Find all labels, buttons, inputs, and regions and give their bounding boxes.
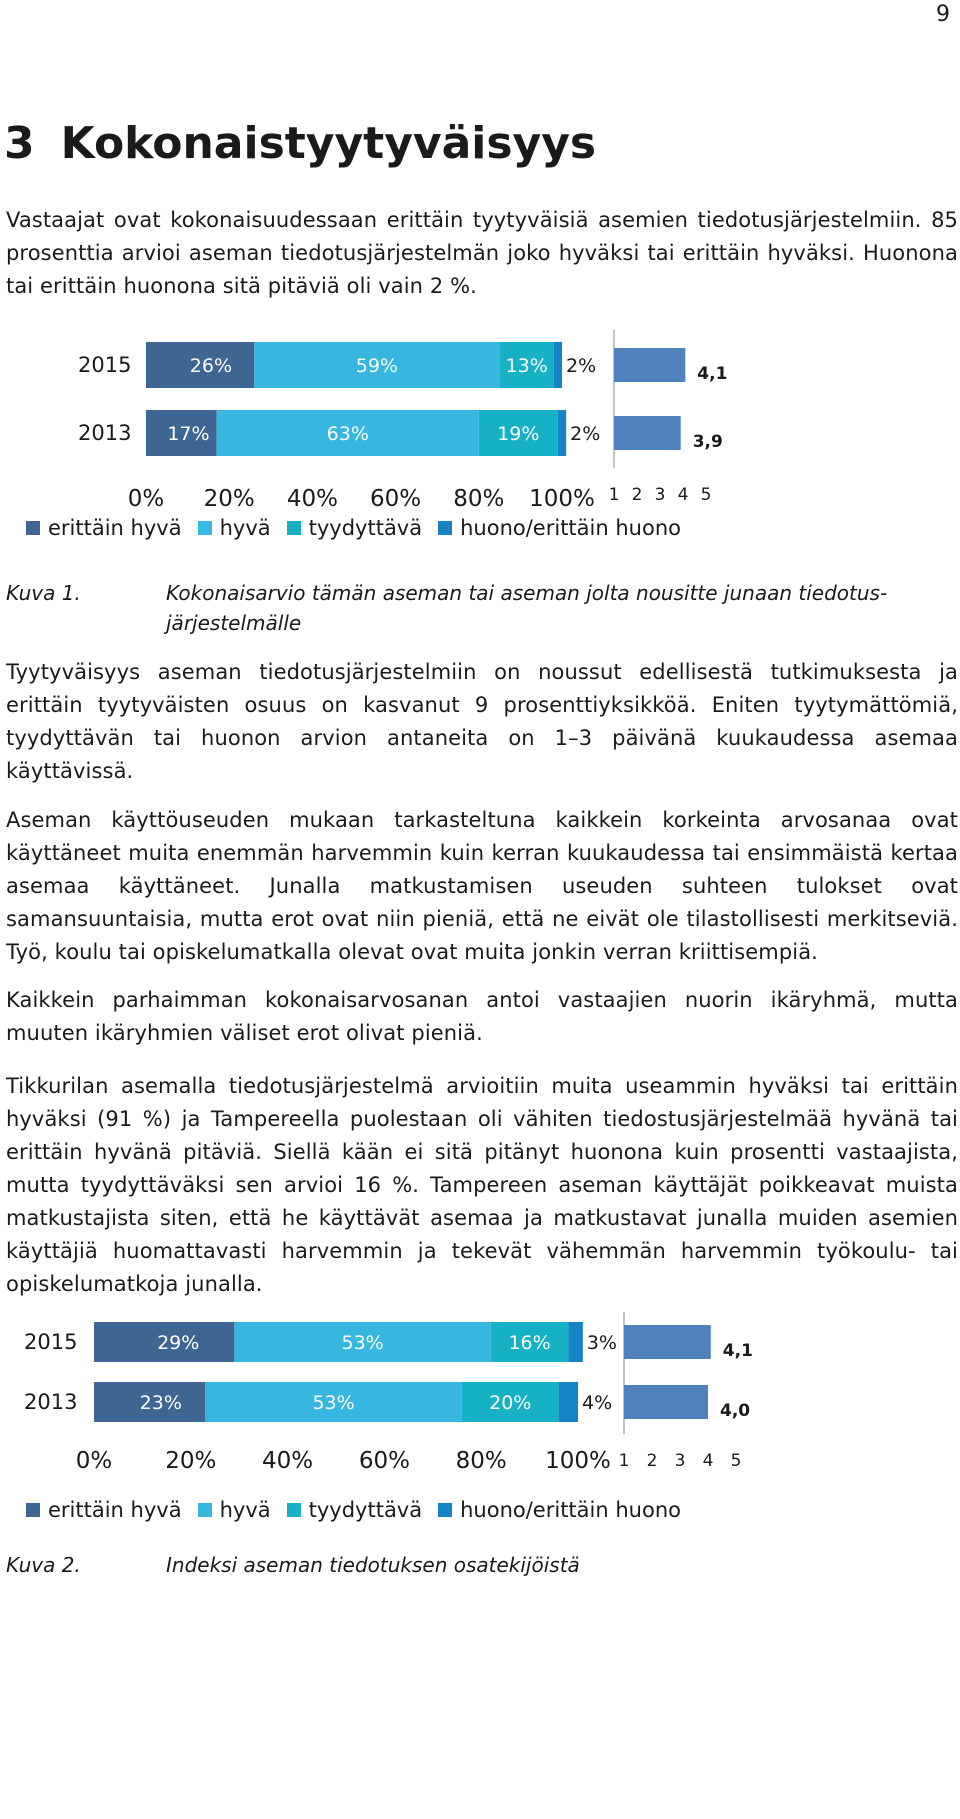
- data-label: 17%: [167, 423, 210, 445]
- page-number: 9: [936, 2, 950, 27]
- legend-item: [198, 1498, 271, 1522]
- axis-tick-label: 20%: [203, 486, 255, 512]
- index-tick-label: 5: [730, 1451, 742, 1471]
- legend-item: [438, 1498, 681, 1522]
- index-tick-label: 1: [618, 1451, 630, 1471]
- legend-swatch: [198, 521, 212, 535]
- axis-tick-label: 60%: [358, 1448, 410, 1474]
- legend-swatch: [438, 521, 452, 535]
- legend-swatch: [438, 1503, 452, 1517]
- legend-swatch: [26, 521, 40, 535]
- index-tick-label: 2: [631, 485, 643, 505]
- index-tick-label: 3: [674, 1451, 686, 1471]
- section-number: 3: [4, 118, 35, 169]
- data-label: 4%: [582, 1392, 613, 1414]
- legend-item: [287, 516, 422, 540]
- paragraph-5: Tikkurilan asemalla tiedotusjärjestelmä arvioitiin muita useammin hyväksi tai erittäin hyväksi (91 %) ja Tampereella puolestaan oli vähiten tiedostusjärjestelmää hyvänä tai erittäin hyvänä pitäviä. Siellä kään ei sitä pitänyt huonona kuin prosentti vastaajista, mutta tyydyttäväksi sen arvioi 16 %. Tampereen aseman käyttäjät poikkeavat muista matkustajista siten, että he käyttävät asemaa ja matkustavat junalla muiden asemien käyttäjiä huomattavasti harvemmin ja tekevät vähemmän harvemmin työkoulu- tai opiskelumatkoja junalla.: [6, 1074, 958, 1296]
- chart-1-svg: [0, 322, 960, 542]
- legend-label: huono/erittäin huono: [460, 516, 681, 540]
- legend-item: [438, 516, 681, 540]
- paragraph-4: Kaikkein parhaimman kokonaisarvosanan antoi vastaajien nuorin ikäryhmä, mutta muuten ikäryhmien väliset erot olivat pieniä.: [6, 988, 958, 1045]
- index-value-label: 4,0: [720, 1401, 751, 1421]
- index-tick-label: 3: [654, 485, 666, 505]
- legend-label: erittäin hyvä: [48, 1498, 182, 1522]
- data-label: 16%: [508, 1332, 551, 1354]
- axis-tick-label: 40%: [286, 486, 338, 512]
- index-tick-label: 4: [677, 485, 689, 505]
- data-label: 26%: [189, 355, 233, 377]
- bar-segment: [559, 1382, 578, 1422]
- category-label: 2015: [78, 353, 132, 377]
- caption-label: Kuva 1.: [6, 581, 81, 605]
- axis-tick-label: 60%: [370, 486, 422, 512]
- data-label: 23%: [139, 1392, 182, 1414]
- legend-swatch: [198, 1503, 212, 1517]
- data-label: 13%: [505, 355, 548, 377]
- legend-item: [198, 516, 271, 540]
- data-label: 19%: [497, 423, 540, 445]
- legend-label: huono/erittäin huono: [460, 1498, 681, 1522]
- data-label: 2%: [566, 355, 597, 377]
- index-bar: [614, 348, 685, 382]
- bar-segment: [568, 1322, 583, 1362]
- data-label: 53%: [341, 1332, 384, 1354]
- legend-figure-1: [26, 516, 697, 540]
- legend-swatch: [287, 521, 301, 535]
- index-value-label: 4,1: [697, 364, 728, 384]
- legend-swatch: [26, 1503, 40, 1517]
- axis-tick-label: 100%: [529, 486, 595, 512]
- index-tick-label: 1: [608, 485, 620, 505]
- legend-label: tyydyttävä: [308, 1498, 423, 1522]
- category-label: 2013: [24, 1390, 78, 1414]
- index-value-label: 4,1: [722, 1341, 753, 1361]
- data-label: 63%: [326, 423, 369, 445]
- section-title: Kokonaistyytyväisyys: [60, 118, 597, 169]
- chart-figure-2: [0, 1312, 960, 1492]
- index-tick-label: 4: [702, 1451, 714, 1471]
- data-label: 20%: [489, 1392, 532, 1414]
- data-label: 2%: [570, 423, 601, 445]
- category-label: 2013: [78, 421, 132, 445]
- caption-figure-1: [6, 578, 956, 642]
- axis-tick-label: 0%: [127, 486, 165, 512]
- legend-label: erittäin hyvä: [48, 516, 182, 540]
- bar-segment: [554, 342, 562, 388]
- caption-text: Kokonaisarvio tämän aseman tai aseman jolta nousitte junaan tiedotus-järjestelmälle: [166, 581, 888, 635]
- legend-label: hyvä: [219, 516, 271, 540]
- data-label: 3%: [586, 1332, 617, 1354]
- index-bar: [624, 1325, 711, 1359]
- data-label: 53%: [312, 1392, 355, 1414]
- caption-label: Kuva 2.: [6, 1553, 81, 1577]
- legend-item: [287, 1498, 422, 1522]
- index-bar: [624, 1385, 708, 1419]
- chart-figure-1: [0, 322, 960, 542]
- category-label: 2015: [24, 1330, 78, 1354]
- caption-text: Indeksi aseman tiedotuksen osatekijöistä: [166, 1553, 580, 1577]
- section-heading: [4, 118, 596, 169]
- paragraph-2: Tyytyväisyys aseman tiedotusjärjestelmiin on noussut edellisestä tutkimuksesta ja erittäin tyytyväisten osuus on kasvanut 9 prosenttiyksikköä. Eniten tyytymättömiä, tyydyttävän tai huonon arvion antaneita on 1–3 päivänä kuukaudessa asemaa käyttävissä.: [6, 660, 958, 783]
- bar-segment: [558, 410, 566, 456]
- legend-figure-2: [26, 1498, 697, 1522]
- axis-tick-label: 0%: [75, 1448, 113, 1474]
- index-value-label: 3,9: [692, 432, 723, 452]
- index-tick-label: 5: [700, 485, 712, 505]
- index-bar: [614, 416, 681, 450]
- legend-item: [26, 1498, 182, 1522]
- data-label: 59%: [355, 355, 398, 377]
- axis-tick-label: 100%: [545, 1448, 611, 1474]
- paragraph-3: Aseman käyttöuseuden mukaan tarkasteltuna kaikkein korkeinta arvosanaa ovat käyttäneet muita enemmän harvemmin kuin kerran kuukaudessa tai ensimmäistä kertaa asemaa käyttäneet. Junalla matkustamisen useuden suhteen tulokset ovat samansuuntaisia, mutta erot ovat niin pieniä, että ne eivät ole tilastollisesti merkitseviä. Työ, koulu tai opiskelumatkalla olevat ovat muita jonkin verran kriittisempiä.: [6, 808, 958, 964]
- axis-tick-label: 80%: [455, 1448, 507, 1474]
- index-tick-label: 2: [646, 1451, 658, 1471]
- axis-tick-label: 40%: [262, 1448, 314, 1474]
- chart-2-svg: [0, 1312, 960, 1492]
- legend-label: hyvä: [219, 1498, 271, 1522]
- legend-label: tyydyttävä: [308, 516, 423, 540]
- legend-swatch: [287, 1503, 301, 1517]
- paragraph-intro: Vastaajat ovat kokonaisuudessaan erittäin tyytyväisiä asemien tiedotusjärjestelmiin. 85 prosenttia arvioi aseman tiedotusjärjestelmän joko hyväksi tai erittäin hyväksi. Huonona tai erittäin huonona sitä pitäviä oli vain 2 %.: [6, 208, 958, 298]
- data-label: 29%: [157, 1332, 200, 1354]
- axis-tick-label: 80%: [453, 486, 505, 512]
- axis-tick-label: 20%: [165, 1448, 217, 1474]
- caption-figure-2: [6, 1550, 956, 1582]
- legend-item: [26, 516, 182, 540]
